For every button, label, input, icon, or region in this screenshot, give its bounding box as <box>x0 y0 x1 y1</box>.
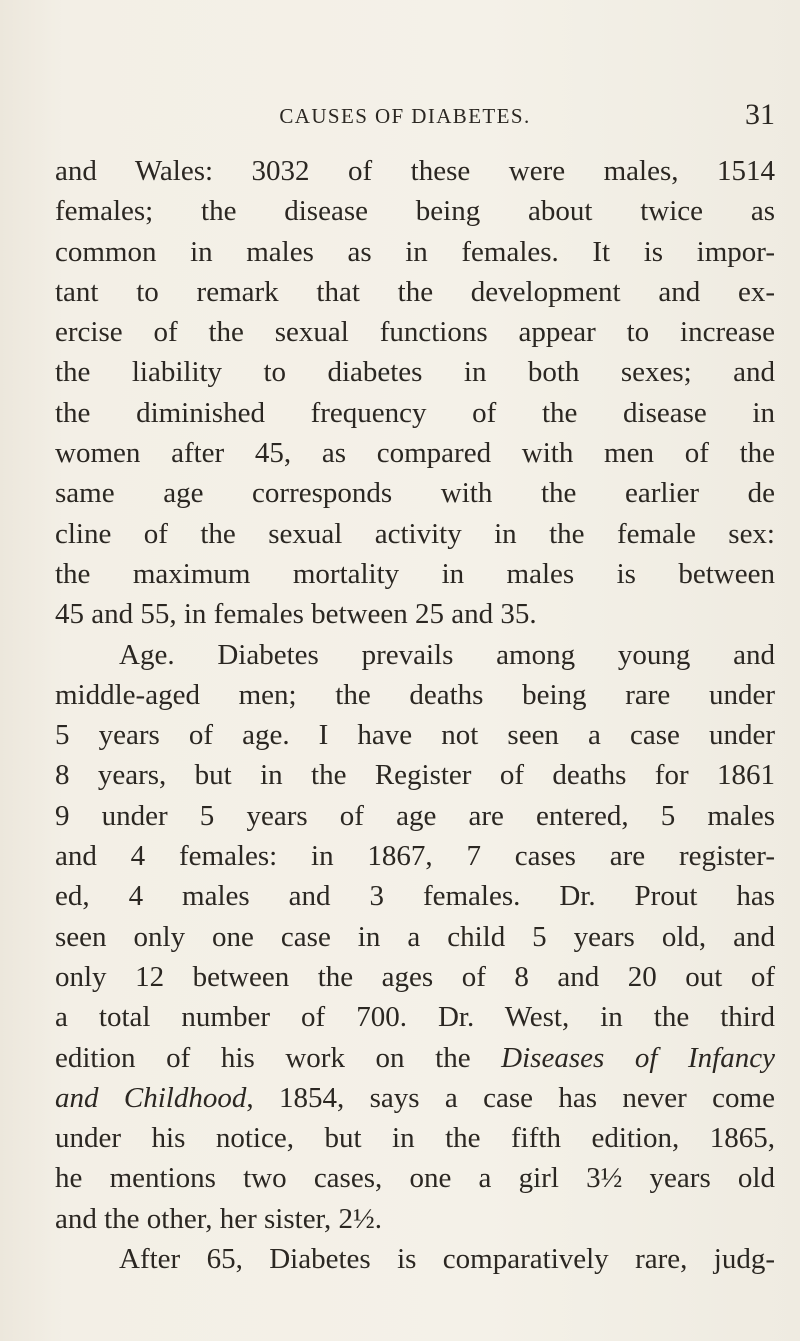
text-line: a total number of 700. Dr. West, in the third <box>55 1001 775 1034</box>
text-line: the diminished frequency of the disease in <box>55 396 775 429</box>
text-line: middle-aged men; the deaths being rare under <box>55 678 775 711</box>
text-line: under his notice, but in the fifth edition, 1865, <box>55 1122 775 1155</box>
text-line: he mentions two cases, one a girl 3½ years old <box>55 1162 775 1195</box>
running-title: CAUSES OF DIABETES. <box>279 104 531 128</box>
text-line: and 4 females: in 1867, 7 cases are register- <box>55 840 775 873</box>
text-line: females; the disease being about twice as <box>55 195 775 228</box>
text-line <box>55 1038 775 1078</box>
text-segment: edition of his work on the <box>55 1041 502 1074</box>
text-line: ercise of the sexual functions appear to increase <box>55 316 775 349</box>
book-title-italic: Diseases of Infancy <box>501 1041 775 1074</box>
running-head <box>55 98 775 138</box>
text-line: and the other, her sister, 2½. <box>55 1202 383 1235</box>
text-line: same age corresponds with the earlier de <box>55 477 775 510</box>
paragraph-start-line: After 65, Diabetes is comparatively rare, judg- <box>119 1243 775 1276</box>
book-title-italic: and Childhood <box>55 1081 247 1114</box>
text-line: and Wales: 3032 of these were males, 1514 <box>55 155 775 187</box>
text-line: seen only one case in a child 5 years old, and <box>55 920 775 953</box>
text-line: women after 45, as compared with men of the <box>55 437 775 470</box>
text-line: the maximum mortality in males is between <box>55 557 775 590</box>
text-line: common in males as in females. It is impor- <box>55 235 775 268</box>
text-line: 45 and 55, in females between 25 and 35. <box>55 598 537 631</box>
text-line: 5 years of age. I have not seen a case under <box>55 719 775 752</box>
text-line: tant to remark that the development and ex- <box>55 275 775 308</box>
text-line: only 12 between the ages of 8 and 20 out of <box>55 960 775 993</box>
text-line: the liability to diabetes in both sexes; and <box>55 356 775 389</box>
text-line: 9 under 5 years of age are entered, 5 males <box>55 799 775 832</box>
text-line: ed, 4 males and 3 females. Dr. Prout has <box>55 880 775 913</box>
paragraph-start-line: Age. Diabetes prevails among young and <box>119 638 775 671</box>
page-number: 31 <box>745 98 775 131</box>
text-line: cline of the sexual activity in the female sex: <box>55 517 775 550</box>
body-text <box>55 151 775 1279</box>
text-segment: , 1854, says a case has never come <box>246 1081 775 1114</box>
text-line: 8 years, but in the Register of deaths for 1861 <box>55 759 775 792</box>
text-line <box>55 1078 775 1118</box>
